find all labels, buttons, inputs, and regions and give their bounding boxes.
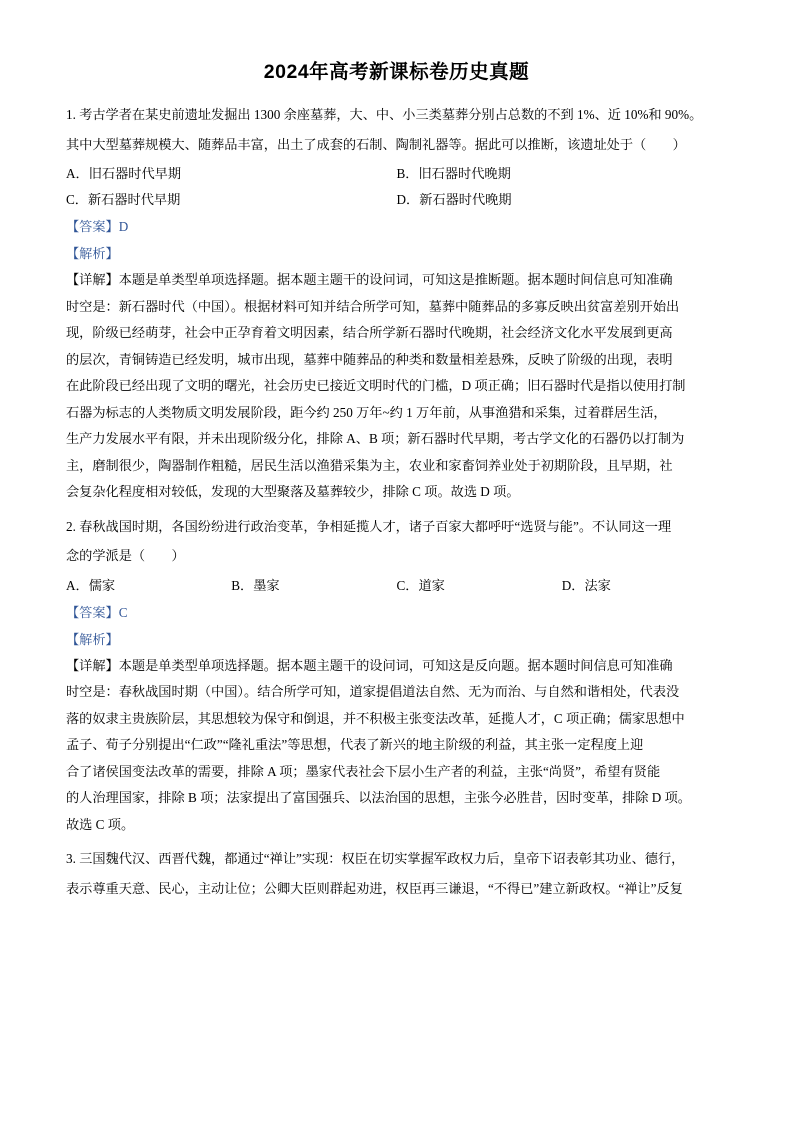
- detail-line: 在此阶段已经出现了文明的曙光，社会历史已接近文明时代的门槛，D 项正确；旧石器时代是指以使用打制: [66, 378, 686, 393]
- detail-line: 时空是：新石器时代（中国）。根据材料可知并结合所学可知，墓葬中随葬品的多寡反映出贫富差别开始出: [66, 298, 680, 314]
- option-row: [66, 187, 727, 213]
- option-row: [66, 161, 727, 187]
- detail-line: 落的奴隶主贵族阶层，其思想较为保守和倒退，并不积极主张变法改革，延揽人才，C 项正确；儒家思想中: [66, 710, 685, 726]
- question-stem-line: 1. 考古学者在某史前遗址发掘出 1300 余座墓葬，大、中、小三类墓葬分别占总数的不到 1%、近 10%和 90%。: [66, 107, 703, 122]
- page-title: 2024年高考新课标卷历史真题: [263, 61, 530, 83]
- detail-line: 【详解】本题是单类型单项选择题。据本题主题干的设问词，可知这是反向题。据本题时间信息可知准确: [66, 657, 673, 673]
- option-d[interactable]: D．法家: [561, 577, 611, 593]
- question-stem-line: 2. 春秋战国时期，各国纷纷进行政治变革，争相延揽人才，诸子百家大都呼吁“选贤与能”。不认同这一理: [66, 518, 672, 534]
- detail-line: 合了诸侯国变法改革的需要，排除 A 项；墨家代表社会下层小生产者的利益，主张“尚贤”，希望有贤能: [66, 763, 661, 779]
- option-d[interactable]: D．新石器时代晚期: [396, 192, 512, 207]
- answer-text: 【答案】C: [66, 604, 128, 620]
- option-a[interactable]: A．儒家: [66, 577, 116, 593]
- question-block-2: [66, 514, 727, 839]
- answer-text: 【答案】D: [66, 219, 129, 234]
- option-b[interactable]: B．墨家: [231, 577, 280, 593]
- detail-line: 的层次，青铜铸造已经发明，城市出现，墓葬中随葬品的种类和数量相差悬殊，反映了阶级的出现，表明: [66, 351, 673, 367]
- option-c[interactable]: C．新石器时代早期: [66, 192, 181, 207]
- detail-line: 主，磨制很少，陶器制作粗糙，居民生活以渔猎采集为主，农业和家畜饲养业处于初期阶段，且早期，社: [66, 457, 673, 473]
- question-stem-line: 其中大型墓葬规模大、随葬品丰富，出土了成套的石制、陶制礼器等。据此可以推断，该遗址处于（ ）: [66, 136, 686, 152]
- analysis-label: 【解析】: [66, 246, 119, 261]
- detail-line: 【详解】本题是单类型单项选择题。据本题主题干的设问词，可知这是推断题。据本题时间信息可知准确: [66, 272, 673, 287]
- option-c[interactable]: C．道家: [396, 577, 445, 593]
- question-block-1: [66, 102, 727, 506]
- detail-line: 会复杂化程度相对较低，发现的大型聚落及墓葬较少，排除 C 项。故选 D 项。: [66, 484, 520, 499]
- detail-line: 现，阶级已经萌芽，社会中正孕育着文明因素，结合所学新石器时代晚期，社会经济文化水平发展到更高: [66, 325, 673, 340]
- question-stem-line: 念的学派是（ ）: [66, 548, 185, 563]
- option-a[interactable]: A．旧石器时代早期: [66, 166, 182, 181]
- detail-line: 石器为标志的人类物质文明发展阶段，距今约 250 万年~约 1 万年前，从事渔猎和采集，过着群居生活，: [66, 404, 667, 420]
- detail-line: 孟子、荀子分别提出“仁政”“隆礼重法”等思想，代表了新兴的地主阶级的利益，其主张一定程度上迎: [66, 737, 644, 752]
- detail-line: 的人治理国家，排除 B 项；法家提出了富国强兵、以法治国的思想，主张今必胜昔，因时变革，排除 D 项。: [66, 790, 691, 805]
- option-row: [66, 573, 727, 599]
- detail-line: 故选 C 项。: [66, 816, 135, 832]
- detail-line: 生产力发展水平有限，并未出现阶级分化，排除 A、B 项；新石器时代早期，考古学文化的石器仍以打制为: [66, 431, 685, 446]
- analysis-label: 【解析】: [66, 631, 119, 647]
- question-stem-line: 表示尊重天意、民心，主动让位；公卿大臣则群起劝进，权臣再三谦退，“不得已”建立新政权。“禅让”反复: [66, 880, 683, 896]
- question-stem-line: 3. 三国魏代汉、西晋代魏，都通过“禅让”实现：权臣在切实掌握军政权力后，皇帝下诏表彰其功业、德行，: [66, 851, 685, 866]
- question-block-3: [66, 846, 727, 902]
- option-b[interactable]: B．旧石器时代晚期: [396, 166, 511, 181]
- detail-line: 时空是：春秋战国时期（中国）。结合所学可知，道家提倡道法自然、无为而治、与自然和谐相处，代表没: [66, 684, 680, 699]
